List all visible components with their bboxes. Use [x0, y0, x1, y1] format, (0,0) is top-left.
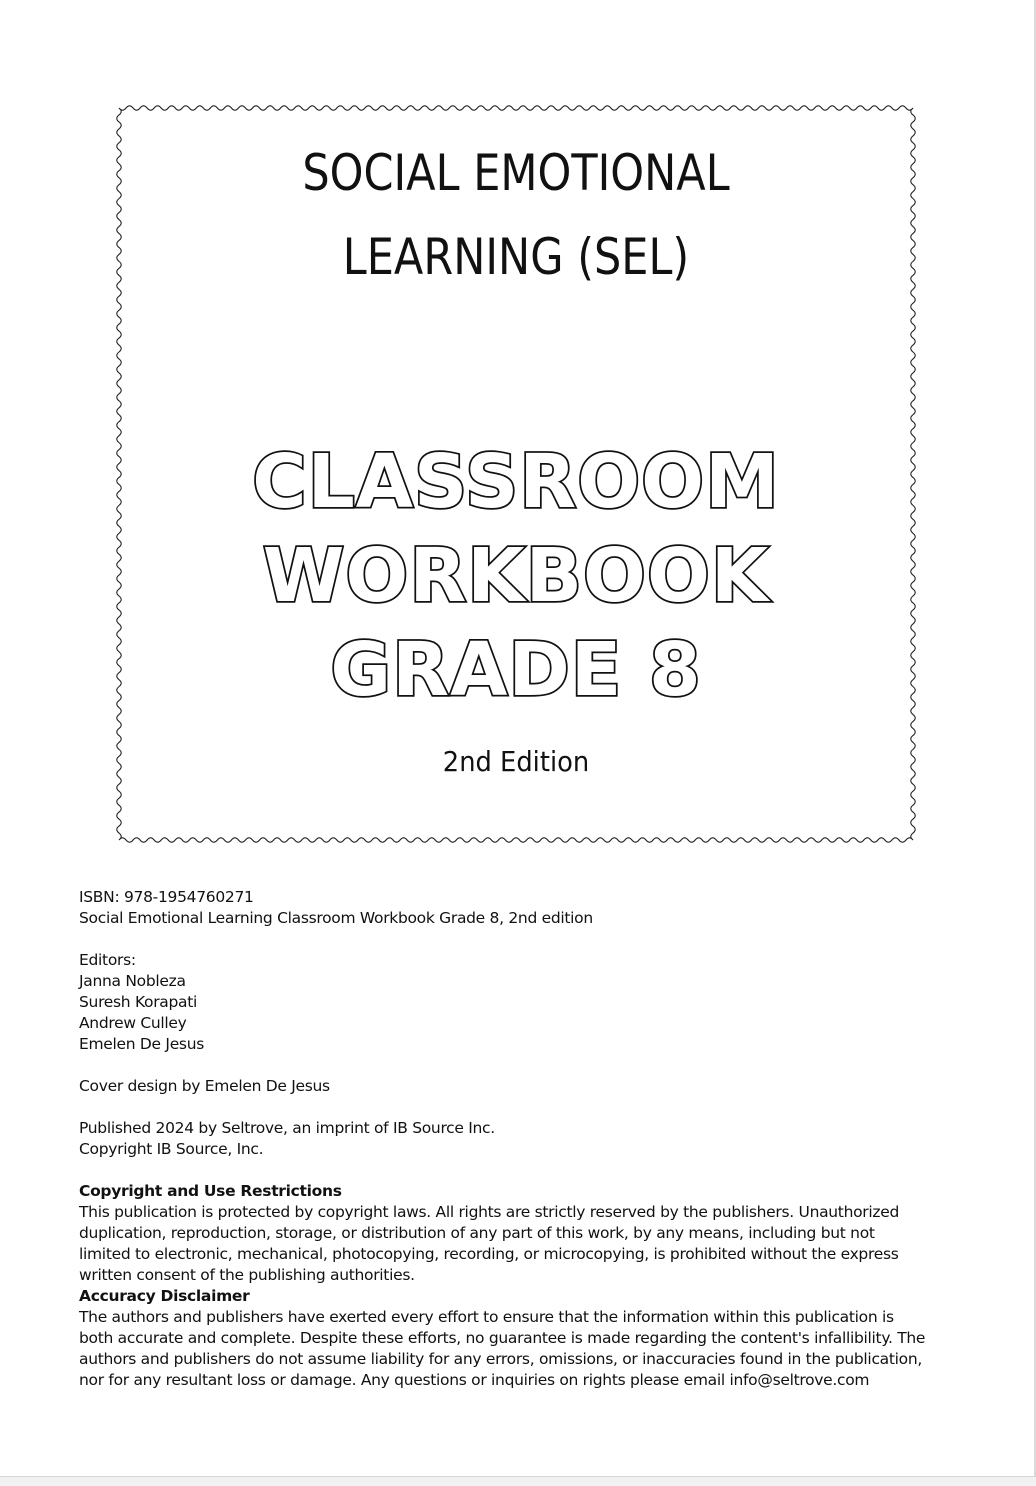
editor-name: Janna Nobleza	[79, 972, 186, 990]
page-edge-bottom	[0, 1476, 1036, 1486]
main-title-line-1: CLASSROOM	[252, 439, 780, 525]
copyright-text-line: limited to electronic, mechanical, photocopying, recording, or microcopying, is prohibited without the express	[79, 1245, 899, 1263]
editors-label: Editors:	[79, 951, 136, 969]
accuracy-text-line: nor for any resultant loss or damage. Any questions or inquiries on rights please email info@seltrove.com	[79, 1371, 870, 1389]
book-title-line: Social Emotional Learning Classroom Workbook Grade 8, 2nd edition	[79, 909, 593, 927]
copyright-text-line: written consent of the publishing authorities.	[79, 1266, 415, 1284]
series-title-line-2: LEARNING (SEL)	[342, 228, 690, 286]
front-matter	[79, 887, 939, 1391]
main-title-line-3: GRADE 8	[330, 627, 702, 713]
copyright-text-line: duplication, reproduction, storage, or distribution of any part of this work, by any means, including but not	[79, 1224, 875, 1242]
editor-name: Suresh Korapati	[79, 993, 198, 1011]
copyright-line: Copyright IB Source, Inc.	[79, 1140, 264, 1158]
edition-label: 2nd Edition	[442, 745, 590, 778]
accuracy-text-line: The authors and publishers have exerted every effort to ensure that the information within this publication is	[79, 1308, 894, 1326]
cover-frame	[116, 105, 916, 843]
copyright-text-line: This publication is protected by copyright laws. All rights are strictly reserved by the publishers. Unauthorized	[79, 1203, 899, 1221]
isbn: ISBN: 978-1954760271	[79, 888, 254, 906]
editor-name: Emelen De Jesus	[79, 1035, 205, 1053]
accuracy-text-line: authors and publishers do not assume liability for any errors, omissions, or inaccuracies found in the publication,	[79, 1350, 922, 1368]
series-title-line-1: SOCIAL EMOTIONAL	[302, 144, 730, 202]
main-title	[116, 435, 916, 717]
main-title-line-2: WORKBOOK	[262, 533, 770, 619]
publisher-line: Published 2024 by Seltrove, an imprint of IB Source Inc.	[79, 1119, 495, 1137]
copyright-heading: Copyright and Use Restrictions	[79, 1182, 342, 1200]
cover-design-credit: Cover design by Emelen De Jesus	[79, 1077, 330, 1095]
series-title	[172, 131, 860, 299]
editor-name: Andrew Culley	[79, 1014, 187, 1032]
accuracy-heading: Accuracy Disclaimer	[79, 1287, 250, 1305]
accuracy-text-line: both accurate and complete. Despite these efforts, no guarantee is made regarding the content's infallibility. The	[79, 1329, 926, 1347]
